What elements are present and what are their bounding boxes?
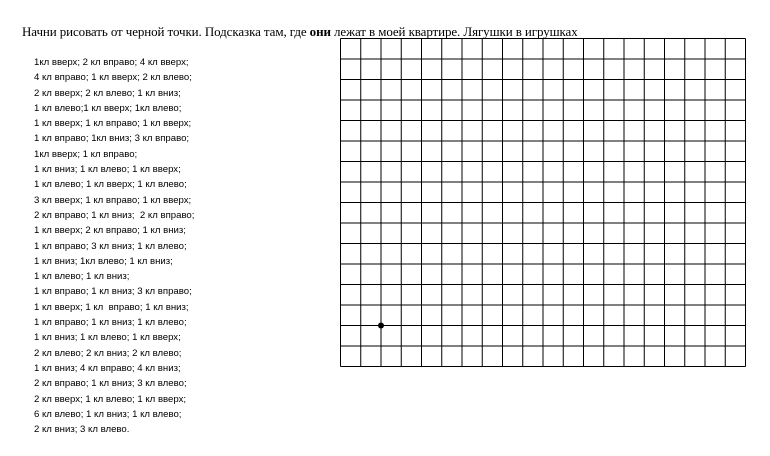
instruction-line: 3 кл вверх; 1 кл вправо; 1 кл вверх;	[34, 194, 192, 206]
instruction-line: 1 кл вверх; 1 кл вправо; 1 кл вниз;	[34, 301, 189, 313]
instruction-line: 4 кл вправо; 1 кл вверх; 2 кл влево;	[34, 72, 192, 84]
instruction-line: 1 кл вправо; 1 кл вниз; 3 кл вправо;	[34, 286, 192, 298]
drawing-grid	[340, 38, 746, 367]
instruction-line: 1 кл вниз; 1 кл влево; 1 кл вверх;	[34, 332, 181, 344]
instruction-line: 1 кл влево; 1 кл вверх; 1 кл влево;	[34, 179, 187, 191]
instruction-line: 2 кл вверх; 2 кл влево; 1 кл вниз;	[34, 87, 181, 99]
instruction-line: 1 кл вверх; 1 кл вправо; 1 кл вверх;	[34, 118, 192, 130]
instruction-line: 6 кл влево; 1 кл вниз; 1 кл влево;	[34, 408, 182, 420]
instruction-line: 2 кл вправо; 1 кл вниз; 2 кл вправо;	[34, 209, 195, 221]
instruction-line: 1кл вверх; 2 кл вправо; 4 кл вверх;	[34, 57, 189, 68]
instruction-line: 1 кл влево; 1 кл вниз;	[34, 271, 130, 283]
instruction-line: 1 кл вправо; 3 кл вниз; 1 кл влево;	[34, 240, 187, 252]
instruction-line: 1 кл влево;1 кл вверх; 1кл влево;	[34, 102, 182, 114]
instruction-line: 1 кл вправо; 1кл вниз; 3 кл вправо;	[34, 133, 190, 145]
instruction-line: 2 кл влево; 2 кл вниз; 2 кл влево;	[34, 347, 182, 359]
instruction-line: 1 кл вниз; 4 кл вправо; 4 кл вниз;	[34, 362, 181, 374]
instruction-line: 2 кл вниз; 3 кл влево.	[34, 424, 130, 436]
instruction-line: 1 кл вверх; 2 кл вправо; 1 кл вниз;	[34, 225, 186, 237]
title-text-start: Начни рисовать от черной точки. Подсказка там, где	[22, 24, 310, 39]
instruction-line: 1 кл вниз; 1 кл влево; 1 кл вверх;	[34, 164, 181, 176]
instruction-line: 2 кл вверх; 1 кл влево; 1 кл вверх;	[34, 393, 187, 405]
instruction-line: 1кл вверх; 1 кл вправо;	[34, 148, 138, 160]
title-bold-word: они	[309, 24, 331, 39]
instruction-list	[34, 55, 194, 437]
grid-canvas	[340, 38, 746, 367]
instruction-line: 2 кл вправо; 1 кл вниз; 3 кл влево;	[34, 378, 187, 390]
instruction-line: 1 кл вправо; 1 кл вниз; 1 кл влево;	[34, 317, 187, 329]
title-text-end: лежат в моей квартире. Лягушки в игрушках	[330, 24, 578, 39]
instruction-line: 1 кл вниз; 1кл влево; 1 кл вниз;	[34, 255, 173, 267]
start-dot	[378, 323, 384, 329]
